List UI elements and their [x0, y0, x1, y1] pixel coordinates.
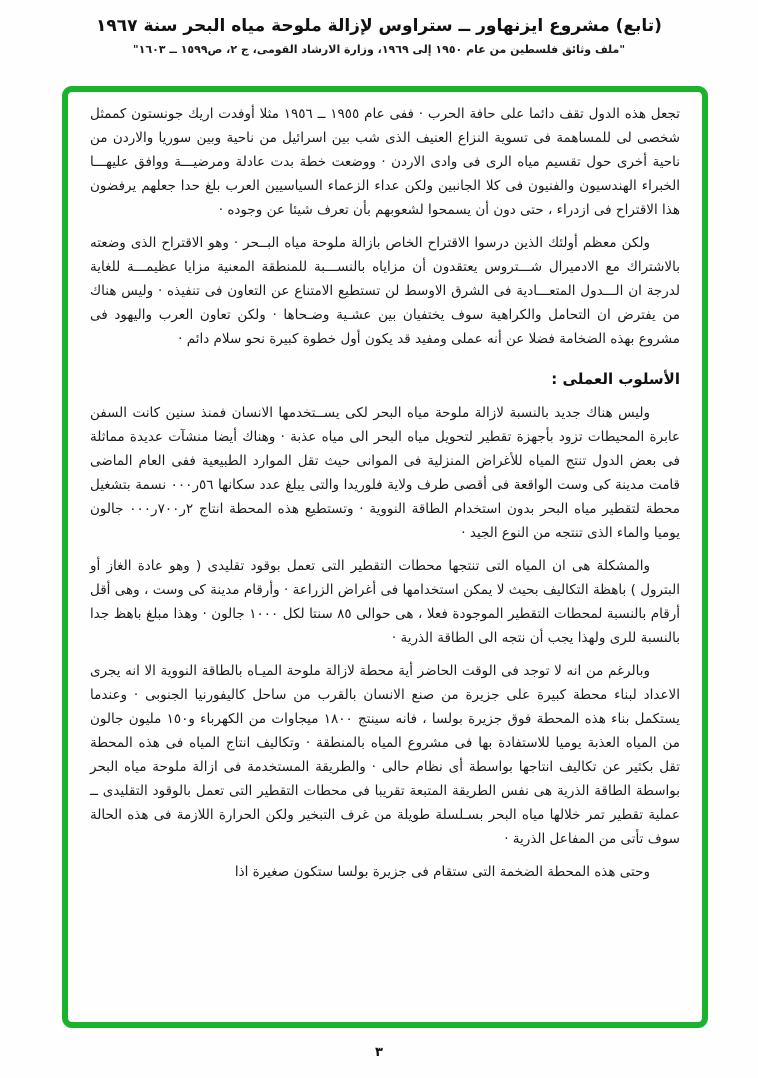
content-frame: [62, 86, 708, 1028]
body-paragraph: وبالرغم من انه لا توجد فى الوقت الحاضر أية محطة لازالة ملوحة الميـاه بالطاقة النووية الا انه يجرى الاعداد لبناء محطة كبيرة على جزيرة من صنع الانسان بالقرب من ساحل كاليفورنيا الجنوبى · وعندما يستكمل بناء هذه المحطة فوق جزيرة بولسا ، فانه سينتج ١٨٠٠ ميجاوات من الكهرباء و١٥٠ مليون جالون من المياه العذبة يوميا للاستفادة بها فى مشروع المياه بالمنطقة · وتكاليف انتاج المياه فى هذه المحطة تقل بكثير عن تكاليف انتاجها بواسطة أى نظام حالى · والطريقة المستخدمة فى ازالة ملوحة مياه البحر بواسطة الطاقة الذرية هى نفس الطريقة المتبعة تقريبا فى محطات التقطير التى تعمل بالوقود التقليدى ــ عملية تقطير تمر خلالها مياه البحر بسـلسلة طويلة من غرف التبخير ولكن الحرارة اللازمة فى هذه الحالة سوف تأتى من المفاعل الذرية ·: [90, 663, 680, 847]
body-text: [68, 92, 702, 1022]
document-header: [0, 0, 758, 56]
section-heading: الأسلوب العملى :: [551, 370, 680, 388]
body-paragraph: وليس هناك جديد بالنسبة لازالة ملوحة مياه البحر لكى يســتخدمها الانسان فمنذ سنين كانت السفن عابرة المحيطات تزود بأجهزة تقطير لتحويل مياه البحر الى مياه عذبة · وهناك أيضا منشآت عديدة مماثلة فى بعض الدول تنتج المياه للأغراض المنزلية فى الموانى حيث تقل الموارد الطبيعية ففى العام الماضى قامت مدينة كى وست الواقعة فى أقصى طرف ولاية فلوريدا والتى يبلغ عدد سكانها ٥٦ر٠٠٠ نسمة بتشغيل محطة لتقطير مياه البحر بدون استخدام الطاقة النووية · وتستطيع هذه المحطة انتاج ٢ر٧٠٠ر٠٠٠ جالون يوميا والماء الذى تنتجه من النوع الجيد ·: [90, 405, 680, 541]
body-paragraph: والمشكلة هى ان المياه التى تنتجها محطات التقطير التى تعمل بوقود تقليدى ( وهو عادة الغاز أو البترول ) باهظة التكاليف بحيث لا يمكن استخدامها فى أغراض الزراعة · وأرقام مدينة كى وست ، وهى أقل أرقام بالنسبة لمحطات التقطير الموجودة فعلا ، هى حوالى ٨٥ سنتا لكل ١٠٠٠ جالون · وهذا مبلغ باهظ جدا بالنسبة للرى ولهذا يجب أن نتجه الى الطاقة الذرية ·: [90, 558, 680, 646]
body-paragraph: وحتى هذه المحطة الضخمة التى ستقام فى جزيرة بولسا ستكون صغيرة اذا: [234, 864, 650, 880]
body-paragraph: ولكن معظم أولئك الذين درسوا الاقتراح الخاص بازالة ملوحة مياه البــحر · وهو الاقتراح الذى وضعته بالاشتراك مع الادميرال شـــتروس يعتقدون أن مزاياه بالنســـبة للمنطقة المعنية مزايا عظيمـــة للغاية لدرجة ان الـــدول المتعـــادية فى الشرق الاوسط لن تستطيع الامتناع عن التعاون فى تنفيذه · وليس هناك من يفترض ان التحامل والكراهية سوف يختفيان بين عشـية وضـحاها · ولكن تعاون العرب واليهود فى مشروع بهذه الضخامة فضلا عن أنه عملى ومفيد قد يكون أول خطوة كبيرة نحو سلام دائم ·: [90, 235, 680, 347]
page-number: ٣: [375, 1045, 383, 1060]
document-title: (تابع) مشروع ايزنهاور ــ ستراوس لإزالة ملوحة مياه البحر سنة ١٩٦٧: [96, 16, 662, 36]
body-paragraph: تجعل هذه الدول تقف دائما على حافة الحرب · ففى عام ١٩٥٥ ــ ١٩٥٦ مثلا أوفدت اريك جونستون كممثل شخصى لى للمساهمة فى تسوية النزاع العنيف الذى شب بين اسرائيل من ناحية وبين سوريا والاردن من ناحية أخرى حول تقسيم مياه الرى فى وادى الاردن · ووضعت خطة بدت عادلة ومرضيـــة ووافق عليهـــا الخبراء الهندسيون والفنيون فى كلا الجانبين ولكن عداء الزعماء السياسيين العرب بلغ حدا جعلهم يرفضون هذا الاقتراح فى ازدراء ، حتى دون أن يسمحوا لشعوبهم بأن تعرف شيئا عن وجوده ·: [90, 106, 680, 218]
source-citation: "ملف وثائق فلسطين من عام ١٩٥٠ إلى ١٩٦٩، وزارة الارشاد القومى، ج ٢، ص١٥٩٩ ــ ١٦٠٣": [132, 43, 626, 56]
